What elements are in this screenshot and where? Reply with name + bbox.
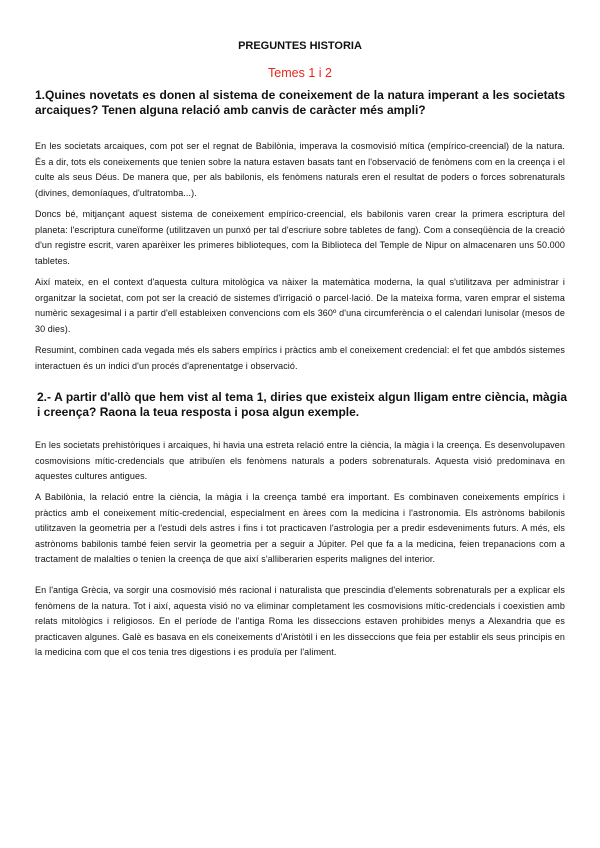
document-title: PREGUNTES HISTORIA (238, 40, 362, 52)
document-subtitle: Temes 1 i 2 (268, 66, 332, 80)
question-1-paragraph: En les societats arcaiques, com pot ser el regnat de Babilònia, imperava la cosmovisió mítica (empírico-creencial) de la natura. És a dir, tots els coneixements que tenien sobre la natura estaven basats tant en l'observació de fenòmens com en la creença i el culte als seus Déus. De manera que, per als babilonis, els fenòmens naturals eren el resultat de poders o forces sobrenaturals (divines, demoníaques, d'ultratomba...). (35, 141, 565, 198)
question-2-paragraph: A Babilònia, la relació entre la ciència, la màgia i la creença també era important. Es combinaven coneixements empírics i pràctics amb el coneixement mític-credencial, especialment en àrees com la medicina i l'astronomia. Els astrònoms babilonis utilitzaven la geometria per a l'estudi dels astres i fins i tot practicaven l'astrologia per a predir esdeveniments futurs. A més, els astrònoms babilonis també feien servir la geometria per a seguir a Júpiter. Pel que fa a la medicina, feien trepanacions com a tractament de malalties o tenien la creença de que així s'alliberarien esperits malignes del interior. (35, 492, 565, 564)
question-2-paragraph: En les societats prehistòriques i arcaiques, hi havia una estreta relació entre la ciència, la màgia i la creença. Es desenvolupaven cosmovisions mític-credencials que atribuïen els fenòmens naturals a poders sobrenaturals. Aquesta visió predominava en aquestes cultures antigues. (35, 440, 565, 481)
question-1-paragraph: Doncs bé, mitjançant aquest sistema de coneixement empírico-creencial, els babilonis varen crear la primera escriptura del planeta: l'escriptura cuneïforme (utilitzaven un punxó per tal d'escriure sobre tabletes de fang). Com a conseqüència de la creació d'un registre escrit, varen aparèixer les primeres biblioteques, com la Biblioteca del Temple de Nipur on almacenaren uns 50.000 tabletes. (35, 209, 565, 266)
question-1-heading: 1.Quines novetats es donen al sistema de coneixement de la natura imperant a les societats arcaiques? Tenen alguna relació amb canvis de caràcter més ampli? (35, 88, 565, 117)
question-1-paragraph: Així mateix, en el context d'aquesta cultura mitològica va nàixer la matemàtica moderna, la qual s'utilitzava per administrar i organitzar la societat, com pot ser la creació de sistemes d'irrigació o parcel·lació. De la mateixa forma, varen emprar el sistema numèric sexagesimal i a partir d'ell estableixen convencions com els 360º d'una circumferència o el calendari lunisolar (mesos de 30 dies). (35, 277, 565, 334)
question-2-heading: 2.- A partir d'allò que hem vist al tema 1, diries que existeix algun lligam entre ciència, màgia i creença? Raona la teua resposta i posa algun exemple. (37, 390, 567, 419)
question-2-paragraph: En l'antiga Grècia, va sorgir una cosmovisió més racional i naturalista que prescindia d'elements sobrenaturals per a explicar els fenòmens de la natura. Tot i així, aquesta visió no va eliminar completament les cosmovisions mític-credencials i coexistien amb relats mitològics i religiosos. En el període de l'antiga Roma les disseccions estaven prohibides menys a Alexandria que es practicaven algunes. Galè es basava en els coneixements d'Aristòtil i en les disseccions que feia per establir els seus principis en la medicina com que el cos tenia tres digestions i es produïa per l'aliment. (35, 585, 565, 657)
question-1-paragraph: Resumint, combinen cada vegada més els sabers empírics i pràctics amb el coneixement credencial: el fet que ambdós sistemes interactuen és un indici d'un procés d'aprenentatge i observació. (35, 345, 565, 371)
